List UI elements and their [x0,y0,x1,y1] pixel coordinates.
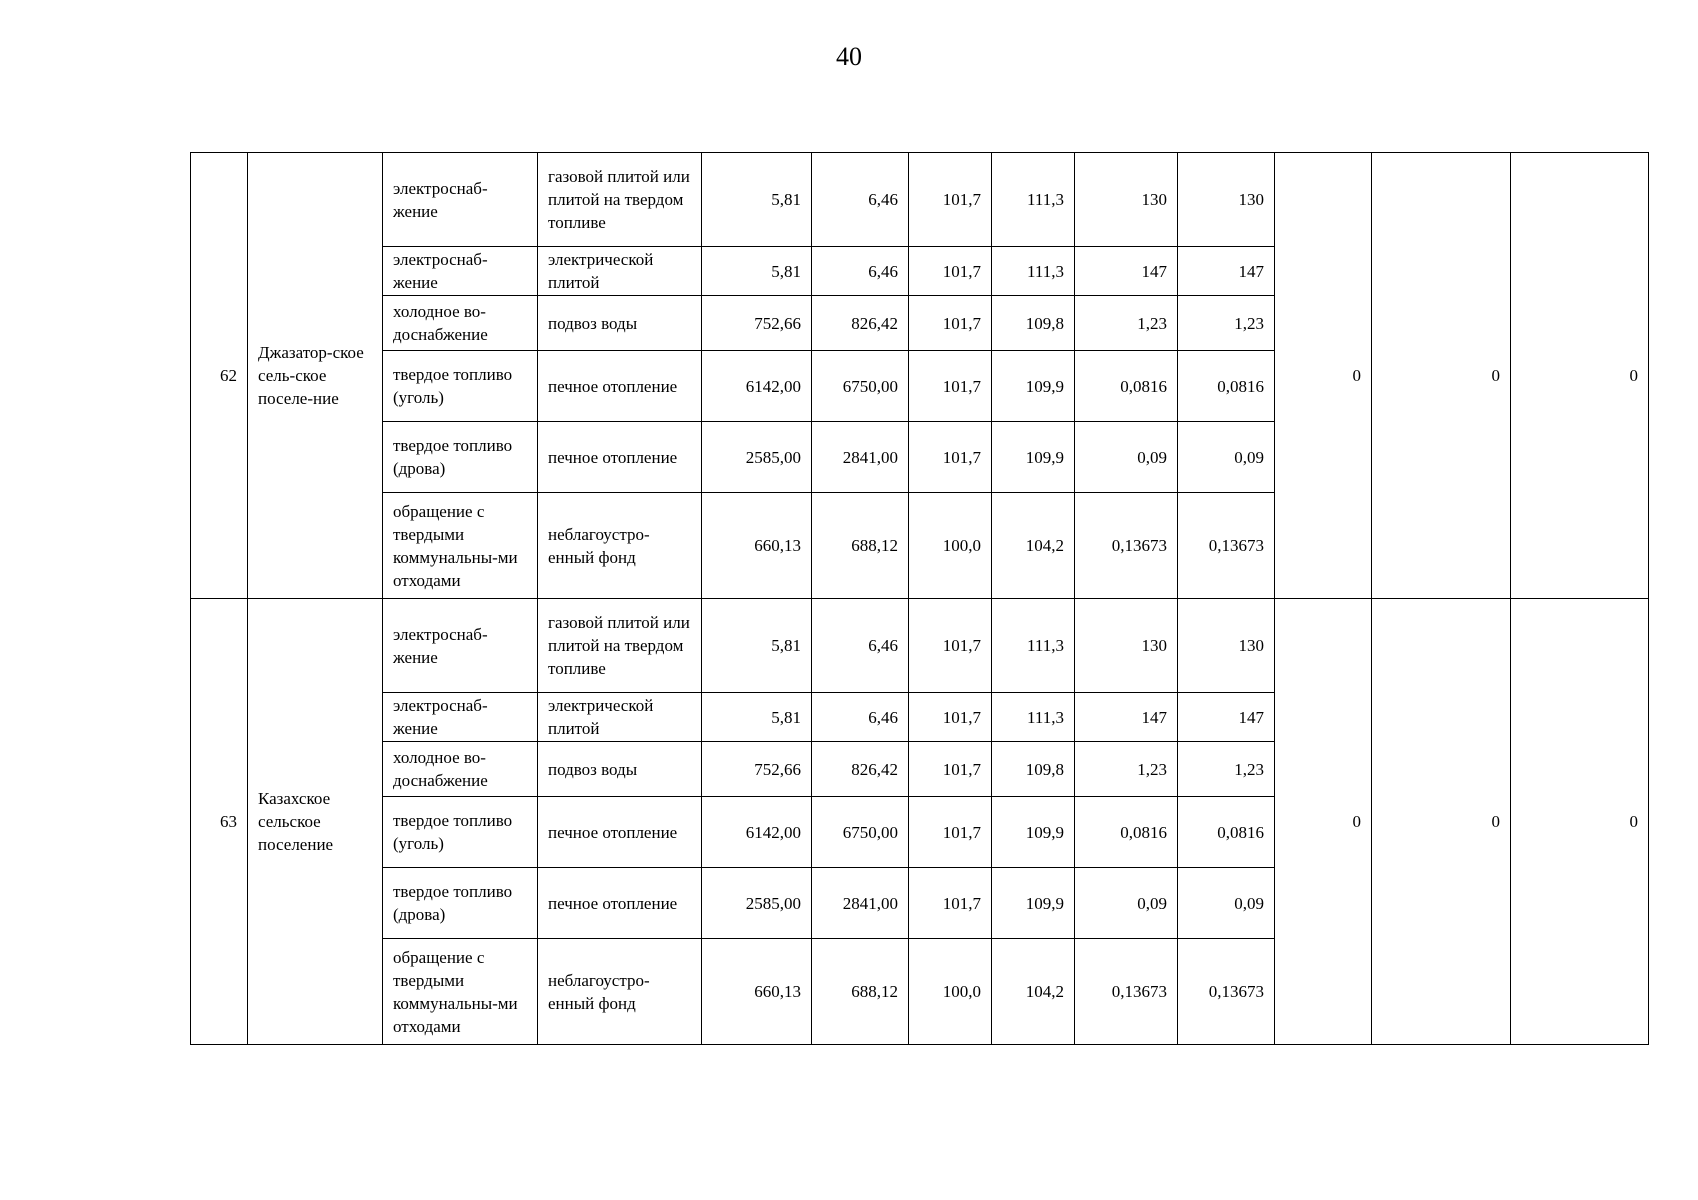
value-cell-v1: 660,13 [702,493,812,599]
table-body [191,153,1649,1045]
type-cell: подвоз воды [538,742,702,797]
value-cell-v3: 101,7 [909,247,992,296]
value-cell-v6: 130 [1178,599,1275,693]
value-cell-v2: 6,46 [812,153,909,247]
value-cell-v4: 109,8 [992,742,1075,797]
service-cell: твердое топливо (дрова) [383,422,538,493]
service-cell: твердое топливо (уголь) [383,351,538,422]
value-cell-v4: 109,9 [992,797,1075,868]
type-cell: электрической плитой [538,247,702,296]
value-cell-v1: 5,81 [702,153,812,247]
service-cell: холодное во-доснабжение [383,296,538,351]
value-cell-v1: 6142,00 [702,351,812,422]
value-cell-v3: 101,7 [909,153,992,247]
value-cell-v1: 660,13 [702,939,812,1045]
value-cell-v5: 1,23 [1075,296,1178,351]
value-cell-v1: 5,81 [702,693,812,742]
value-cell-v5: 0,09 [1075,422,1178,493]
value-cell-v1: 752,66 [702,296,812,351]
value-cell-v3: 101,7 [909,797,992,868]
value-cell-v5: 1,23 [1075,742,1178,797]
zero-cell: 0 [1511,599,1649,1045]
value-cell-v2: 6,46 [812,247,909,296]
value-cell-v5: 130 [1075,153,1178,247]
value-cell-v3: 101,7 [909,599,992,693]
service-cell: обращение с твердыми коммунальны-ми отходами [383,939,538,1045]
type-cell: печное отопление [538,797,702,868]
type-cell: газовой плитой или плитой на твердом топливе [538,599,702,693]
value-cell-v4: 104,2 [992,493,1075,599]
value-cell-v2: 6,46 [812,599,909,693]
value-cell-v3: 100,0 [909,939,992,1045]
value-cell-v1: 6142,00 [702,797,812,868]
table-row [191,599,1649,693]
zero-cell: 0 [1372,599,1511,1045]
value-cell-v6: 130 [1178,153,1275,247]
value-cell-v6: 0,13673 [1178,493,1275,599]
value-cell-v5: 147 [1075,693,1178,742]
value-cell-v6: 147 [1178,247,1275,296]
value-cell-v1: 752,66 [702,742,812,797]
value-cell-v3: 100,0 [909,493,992,599]
row-index: 62 [191,153,248,599]
value-cell-v6: 0,09 [1178,868,1275,939]
value-cell-v3: 101,7 [909,693,992,742]
value-cell-v4: 111,3 [992,153,1075,247]
zero-cell: 0 [1511,153,1649,599]
zero-cell: 0 [1275,599,1372,1045]
value-cell-v3: 101,7 [909,422,992,493]
type-cell: неблагоустро-енный фонд [538,493,702,599]
type-cell: подвоз воды [538,296,702,351]
value-cell-v5: 130 [1075,599,1178,693]
value-cell-v5: 0,0816 [1075,351,1178,422]
value-cell-v6: 1,23 [1178,296,1275,351]
value-cell-v4: 109,9 [992,351,1075,422]
value-cell-v6: 0,0816 [1178,797,1275,868]
settlement-name: Казахское сельское поселение [248,599,383,1045]
value-cell-v2: 688,12 [812,939,909,1045]
value-cell-v2: 826,42 [812,296,909,351]
service-cell: электроснаб-жение [383,693,538,742]
type-cell: неблагоустро-енный фонд [538,939,702,1045]
value-cell-v4: 111,3 [992,599,1075,693]
value-cell-v2: 6,46 [812,693,909,742]
value-cell-v2: 2841,00 [812,422,909,493]
value-cell-v1: 2585,00 [702,868,812,939]
zero-cell: 0 [1372,153,1511,599]
value-cell-v2: 826,42 [812,742,909,797]
service-cell: твердое топливо (дрова) [383,868,538,939]
value-cell-v6: 0,13673 [1178,939,1275,1045]
service-cell: холодное во-доснабжение [383,742,538,797]
value-cell-v2: 688,12 [812,493,909,599]
value-cell-v2: 6750,00 [812,351,909,422]
type-cell: печное отопление [538,868,702,939]
type-cell: электрической плитой [538,693,702,742]
value-cell-v6: 0,09 [1178,422,1275,493]
value-cell-v5: 0,13673 [1075,493,1178,599]
value-cell-v4: 109,9 [992,868,1075,939]
zero-cell: 0 [1275,153,1372,599]
value-cell-v3: 101,7 [909,868,992,939]
value-cell-v5: 0,0816 [1075,797,1178,868]
type-cell: печное отопление [538,351,702,422]
value-cell-v4: 109,9 [992,422,1075,493]
value-cell-v1: 2585,00 [702,422,812,493]
service-cell: электроснаб-жение [383,599,538,693]
value-cell-v6: 147 [1178,693,1275,742]
page-number: 40 [836,42,862,71]
value-cell-v4: 111,3 [992,693,1075,742]
value-cell-v2: 6750,00 [812,797,909,868]
table-row [191,153,1649,247]
value-cell-v6: 0,0816 [1178,351,1275,422]
value-cell-v6: 1,23 [1178,742,1275,797]
value-cell-v2: 2841,00 [812,868,909,939]
tariff-table [190,152,1649,1045]
value-cell-v4: 109,8 [992,296,1075,351]
service-cell: электроснаб-жение [383,247,538,296]
value-cell-v5: 0,13673 [1075,939,1178,1045]
value-cell-v4: 111,3 [992,247,1075,296]
value-cell-v1: 5,81 [702,247,812,296]
type-cell: газовой плитой или плитой на твердом топливе [538,153,702,247]
service-cell: обращение с твердыми коммунальны-ми отходами [383,493,538,599]
value-cell-v3: 101,7 [909,296,992,351]
value-cell-v3: 101,7 [909,742,992,797]
row-index: 63 [191,599,248,1045]
value-cell-v5: 147 [1075,247,1178,296]
service-cell: электроснаб-жение [383,153,538,247]
value-cell-v1: 5,81 [702,599,812,693]
type-cell: печное отопление [538,422,702,493]
settlement-name: Джазатор-ское сель-ское поселе-ние [248,153,383,599]
value-cell-v3: 101,7 [909,351,992,422]
value-cell-v4: 104,2 [992,939,1075,1045]
service-cell: твердое топливо (уголь) [383,797,538,868]
value-cell-v5: 0,09 [1075,868,1178,939]
